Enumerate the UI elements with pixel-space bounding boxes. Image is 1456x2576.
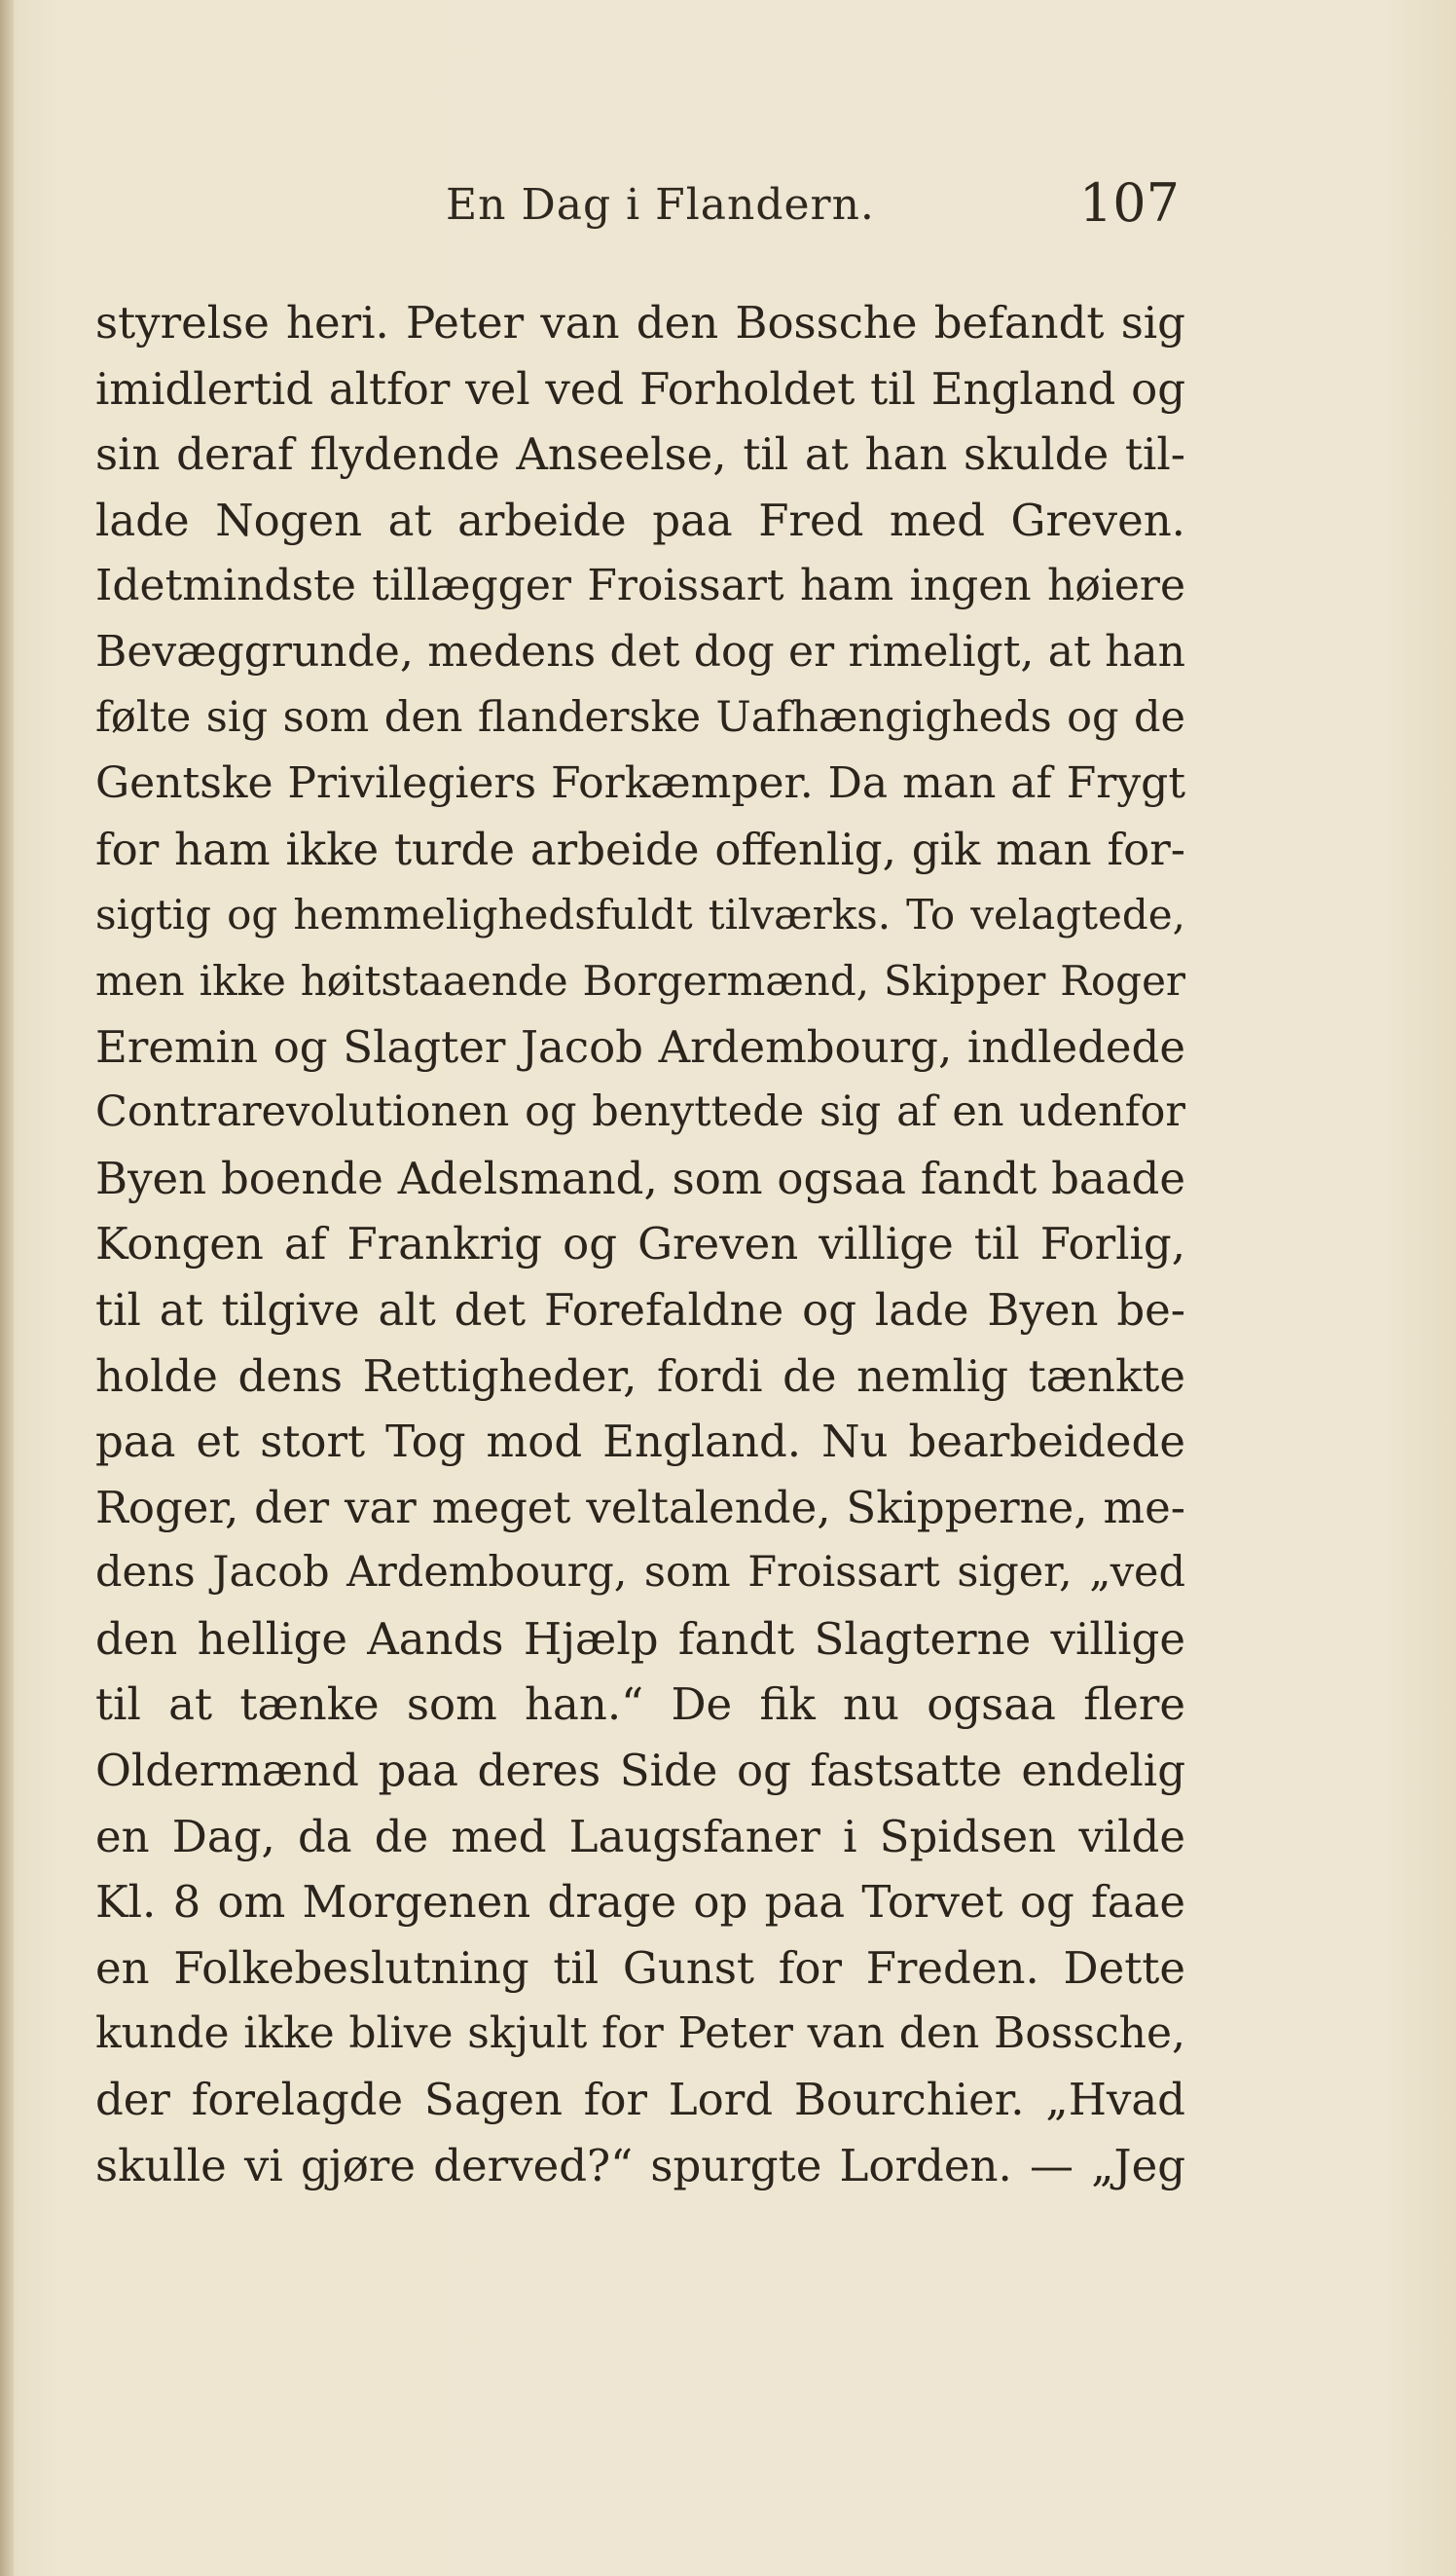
text-line: kunde ikke blive skjult for Peter van den Bossche,: [95, 2008, 1185, 2059]
text-line: følte sig som den flanderske Uafhængigheds og de: [95, 692, 1185, 742]
text-line: Roger, der var meget veltalende, Skipperne, me-: [95, 1481, 1185, 1533]
text-line: til at tænke som han.“ De fik nu ogsaa flere: [95, 1678, 1185, 1731]
page-number: 107: [1078, 172, 1180, 234]
text-line: til at tilgive alt det Forefaldne og lade Byen be-: [95, 1283, 1185, 1336]
text-line: for ham ikke turde arbeide offenlig, gik man for-: [95, 823, 1185, 875]
text-line: men ikke høitstaaende Borgermænd, Skipper Roger: [95, 956, 1185, 1005]
text-line: Eremin og Slagter Jacob Ardembourg, indledede: [95, 1020, 1185, 1073]
text-line: en Folkebeslutning til Gunst for Freden. Dette: [95, 1941, 1185, 1994]
page-header: [95, 170, 1185, 239]
text-line: Bevæggrunde, medens det dog er rimeligt, at han: [95, 626, 1185, 677]
text-line: Gentske Privilegiers Forkæmper. Da man af Frygt: [95, 758, 1185, 809]
running-head: En Dag i Flandern.: [446, 180, 875, 230]
text-line: styrelse heri. Peter van den Bossche befandt sig: [95, 297, 1185, 349]
page-binding-edge: [0, 0, 14, 2576]
text-line: Byen boende Adelsmand, som ogsaa fandt baade: [95, 1152, 1185, 1204]
text-line: Contrarevolutionen og benyttede sig af en udenfor: [95, 1087, 1185, 1137]
body-text: [95, 290, 1185, 2198]
text-line: den hellige Aands Hjælp fandt Slagterne villige: [95, 1612, 1185, 1665]
text-line: lade Nogen at arbeide paa Fred med Greven.: [95, 494, 1185, 546]
text-line: en Dag, da de med Laugsfaner i Spidsen vilde: [95, 1810, 1185, 1862]
text-line: Kl. 8 om Morgenen drage op paa Torvet og faae: [95, 1876, 1185, 1929]
text-line: Oldermænd paa deres Side og fastsatte endelig: [95, 1745, 1185, 1797]
text-line: imidlertid altfor vel ved Forholdet til England og: [95, 362, 1185, 415]
text-line: skulle vi gjøre derved?“ spurgte Lorden. — „Jeg: [95, 2139, 1185, 2191]
text-line: Kongen af Frankrig og Greven villige til Forlig,: [95, 1218, 1185, 1270]
text-line: dens Jacob Ardembourg, som Froissart siger, „ved: [95, 1548, 1185, 1598]
text-line: holde dens Rettigheder, fordi de nemlig tænkte: [95, 1349, 1185, 1402]
text-line: paa et stort Tog mod England. Nu bearbeidede: [95, 1416, 1185, 1468]
text-line: sigtig og hemmelighedsfuldt tilværks. To velagtede,: [95, 891, 1185, 939]
text-line: Idetmindste tillægger Froissart ham ingen høiere: [95, 561, 1185, 611]
text-line: der forelagde Sagen for Lord Bourchier. „Hvad: [95, 2074, 1185, 2126]
text-line: sin deraf flydende Anseelse, til at han skulde til-: [95, 428, 1185, 481]
